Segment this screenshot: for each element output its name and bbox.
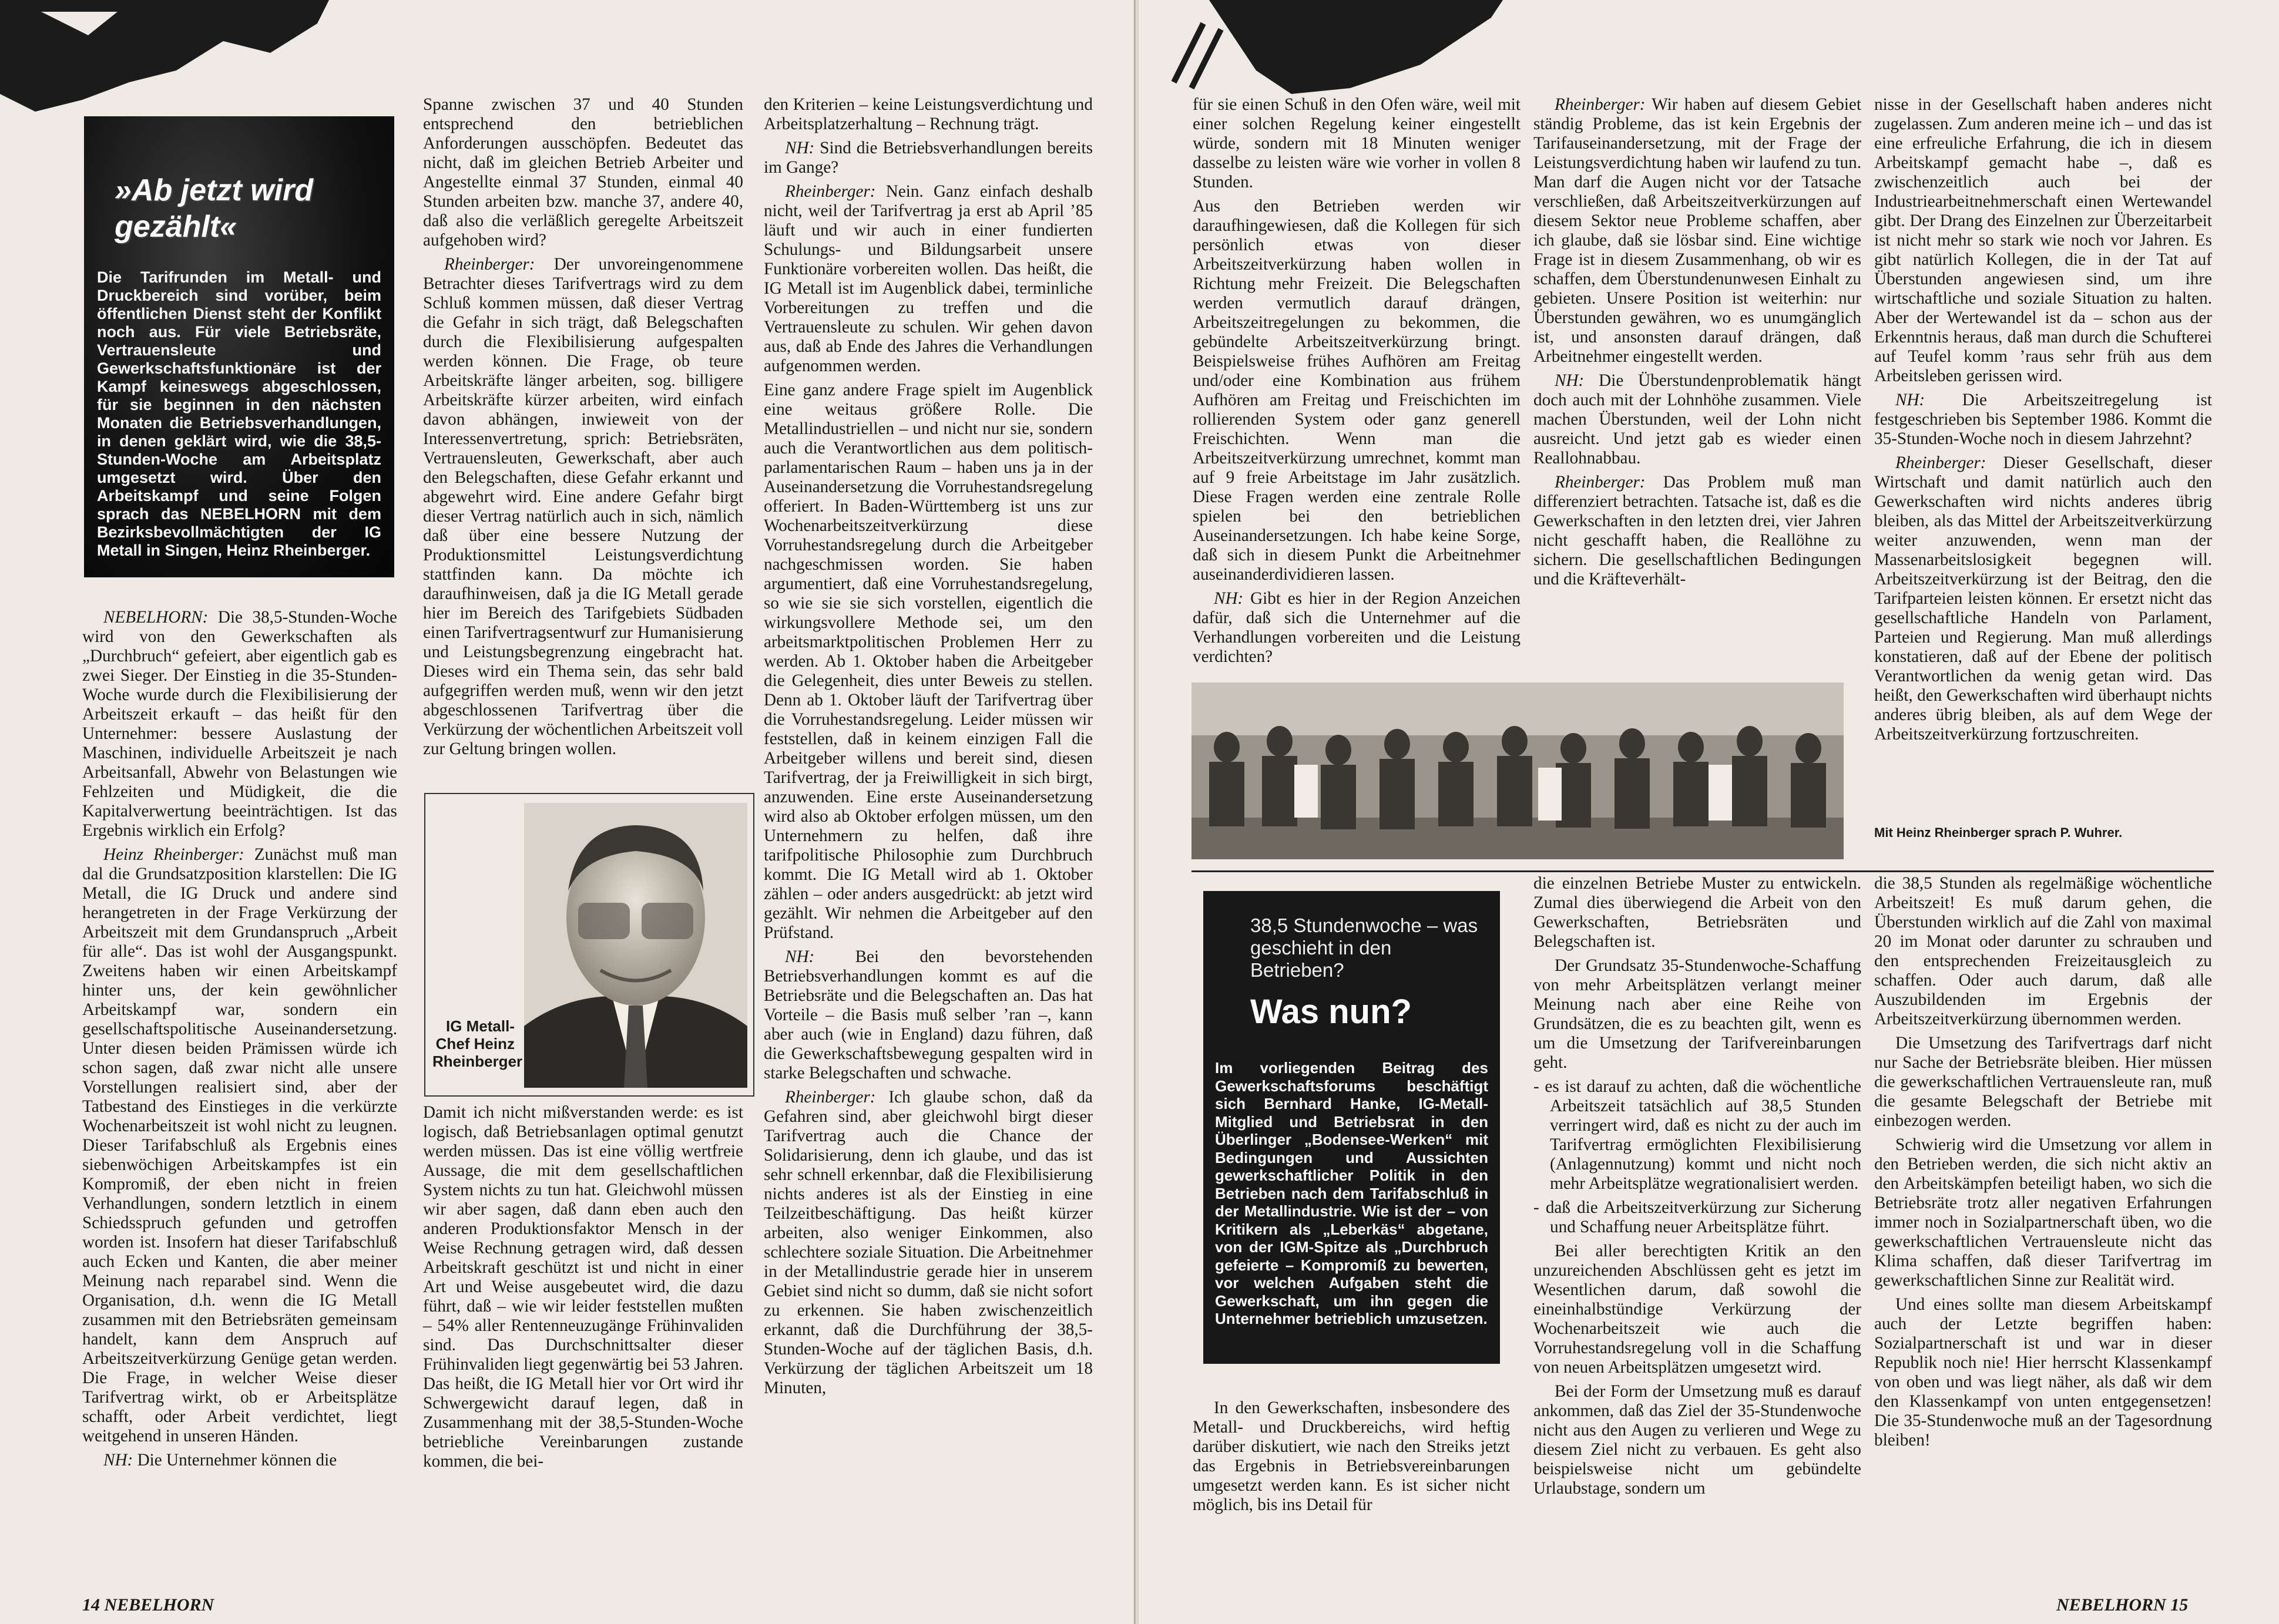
paragraph-text: Die 38,5-Stunden-Woche wird von den Gewerkschaften als „Durchbruch“ gefeiert, aber eigentlich gab es zwei Sieger. Der Einstieg in die 35-Stunden-Woche wurde durch die Flexibilisierung der Arbeitszeit erkauft – das heißt für den Unternehmer: bessere Auslastung der Maschinen, individuelle Arbeitszeit je nach Arbeitsanfall, Abwehr von Belastungen wie Fehlzeiten und Müdigkeit, die die Kapitalverwertung beeinträchtigen. Ist das Ergebnis wirklich ein Erfolg? [82, 608, 397, 840]
paragraph [1874, 391, 2212, 449]
speaker-label: Rheinberger: [444, 255, 535, 274]
paragraph-text: Wir haben auf diesem Gebiet ständig Probleme, das ist kein Ergebnis der Tarifauseinandersetzung, mit der Frage der Leistungsverdichtung haben wir laufend zu tun. Man darf die Augen nicht vor der Tatsache verschließen, daß Arbeitszeitverkürzungen auf diesem Sektor neue Probleme schaffen, aber ich glaube, daß sie lösbar sind. Eine wichtige Frage ist in diesem Zusammenhang, ob wir es schaffen, dem Überstundenunwesen Einhalt zu gebieten. Unsere Position ist weiterhin: nur Überstunden gewähren, wo es unumgänglich ist, und ansonsten darauf drängen, daß Arbeitnehmer eingestellt werden. [1533, 95, 1861, 366]
speaker-label: NH: [785, 947, 815, 966]
page-folio-left: 14 NEBELHORN [82, 1595, 214, 1615]
headline-box [84, 116, 394, 577]
forum-kicker: 38,5 Stundenwoche – was geschieht in den Betrieben? [1250, 914, 1478, 981]
speaker-label: Rheinberger: [785, 182, 876, 201]
paragraph: Der Grundsatz 35-Stundenwoche-Schaffung von mehr Arbeitsplätzen verlangt meiner Meinung nach aber eine Reihe von Grundsätzen, die es zu beachten gilt, wenn es um die Umsetzung der Tarifvereinbarungen geht. [1533, 956, 1861, 1072]
paragraph: Schwierig wird die Umsetzung vor allem in den Betrieben werden, die sich nicht aktiv an den Arbeitskämpfen beteiligt haben, wo sich die Betriebsräte trotz aller negativen Erfahrungen immer noch in Sozialpartnerschaft üben, wo die gewerkschaftlichen Vertrauensleute nicht das Klima schaffen, daß dieser Tarifvertrag im gewerkschaftlichen Sinne zur Realität wird. [1874, 1135, 2212, 1290]
right-column-b3 [1874, 874, 2212, 1455]
page-gutter [1134, 0, 1139, 1624]
speaker-label: Rheinberger: [1895, 453, 1986, 472]
paragraph-text: nisse in der Gesellschaft haben anderes nicht zugelassen. Zum anderen meine ich – und das ist eine erfreuliche Erfahrung, die ich in diesem Arbeitskampf gemacht habe –, daß es zwischenzeitlich auch bei der Industriearbeitnehmerschaft einen Wertewandel gibt. Der Drang des Einzelnen zur Überzeitarbeit ist nicht mehr so stark wie noch vor Jahren. Es gibt natürlich Kollegen, die in der Tat auf Überstunden angewiesen sind, um ihre wirtschaftliche und soziale Situation zu halten. Aber der Wertewandel ist da – schon aus der Erkenntnis heraus, daß man durch die Schufterei auf Teufel komm ’raus sehr früh aus dem Arbeitsleben gerissen wird. [1874, 95, 2212, 385]
paragraph-text: für sie einen Schuß in den Ofen wäre, weil mit einer solchen Regelung keiner eingestellt würde, sondern mit 18 Minuten weniger dasselbe zu leisten wäre wie vorher in vollen 8 Stunden. [1193, 95, 1521, 191]
right-column-2 [1533, 95, 1861, 594]
paragraph: die einzelnen Betriebe Muster zu entwickeln. Zumal dies überwiegend die Arbeit von den Gewerkschaften, Betriebsräten und Belegschaften ist. [1533, 874, 1861, 951]
article-lead: Die Tarifrunden im Metall- und Druckbereich sind vorüber, beim öffentlichen Dienst steht der Konflikt noch aus. Für viele Betriebsräte, Vertrauensleute und Gewerkschaftsfunktionäre ist der Kampf keineswegs abgeschlossen, für sie beginnen in den nächsten Monaten die Betriebsverhandlungen, in denen geklärt wird, wie die 38,5-Stunden-Woche am Arbeitsplatz umgesetzt wird. Über den Arbeitskampf und seine Folgen sprach das NEBELHORN mit dem Bezirksbevollmächtigten der IG Metall in Singen, Heinz Rheinberger. [97, 268, 381, 559]
paragraph [764, 381, 1093, 943]
paragraph [764, 95, 1093, 134]
portrait-photo-frame [424, 793, 754, 1097]
right-column-1 [1193, 95, 1521, 671]
paragraph-text: Bei den bevorstehenden Betriebsverhandlungen kommt es auf die Betriebsräte und die Belegschaften an. Das hat Vorteile – die Basis muß selber ’ran –, kann aber auch (wie in England) dazu führen, daß die Gewerkschaftsbewegung gespalten wird in starke Belegschaften und schwache. [764, 947, 1093, 1082]
speaker-label: Heinz Rheinberger: [103, 845, 244, 864]
speaker-label: Rheinberger: [1555, 95, 1646, 114]
crowd-photo [1191, 682, 1844, 859]
paragraph-text: Die Überstundenproblematik hängt doch auch mit der Lohnhöhe zusammen. Viele machen Überstunden, weil der Lohn nicht ausreicht. Und jetzt gab es wieder einen Reallohnabbau. [1533, 371, 1861, 468]
right-column-3 [1874, 95, 2212, 749]
forum-lead: Im vorliegenden Beitrag des Gewerkschaftsforums beschäftigt sich Bernhard Hanke, IG-Metall-Mitglied und Betriebsrat in den Überlinger „Bodensee-Werken“ mit Bedingungen und Aussichten gewerkschaftlicher Politik in den Betrieben nach dem Tarifabschluß in der Metallindustrie. Wie ist der – von Kritikern als „Leberkäs“ abgetane, von der IGM-Spitze als „Durchbruch gefeierte – Kompromiß zu bewerten, vor welchen Aufgaben steht die Gewerkschaft, um ihn gegen die Unternehmer betrieblich umzusetzen. [1215, 1059, 1488, 1327]
interview-credit: Mit Heinz Rheinberger sprach P. Wuhrer. [1874, 825, 2123, 840]
right-column-b2 [1533, 874, 1861, 1503]
right-page [1139, 0, 2279, 1624]
paragraph: - es ist darauf zu achten, daß die wöchentliche Arbeitszeit tatsächlich auf 38,5 Stunden verringert wird, daß es nicht zu der auch im Tarifvertrag ermöglichten Flexibilisierung (Anlagennutzung) kommt und nicht noch mehr Arbeitsplätze wegrationalisiert werden. [1533, 1077, 1861, 1193]
ink-smudge-decoration [0, 0, 329, 117]
paragraph [1533, 371, 1861, 468]
paragraph [764, 182, 1093, 376]
paragraph [423, 1103, 743, 1471]
forum-title: Was nun? [1250, 993, 1412, 1031]
paragraph [1193, 589, 1521, 667]
paragraph-text: Ich glaube schon, daß da Gefahren sind, aber gleichwohl birgt dieser Tarifvertrag auch die Chance der Solidarisierung, denn ich glaube, und das ist sehr schnell erkennbar, daß die Flexibilisierung nichts anderes ist als der Einstieg in eine Teilzeitbeschäftigung. Das heißt kürzer arbeiten, also weniger Einkommen, also schlechtere soziale Situation. Die Arbeitnehmer in der Metallindustrie gerade hier in unserem Gebiet sind nicht so dumm, daß sie nicht sofort zu erkennen. Sie haben zwischenzeitlich erkannt, daß die Durchführung der 38,5-Stunden-Woche auf der täglichen Basis, d.h. Verkürzung der täglichen Arbeitszeit um 18 Minuten, [764, 1088, 1093, 1397]
crowd-photo-image [1191, 682, 1844, 859]
right-column-b1 [1193, 1398, 1510, 1519]
paragraph-text: Spanne zwischen 37 und 40 Stunden entsprechend den betrieblichen Anforderungen ausschöpfen. Bedeutet das nicht, daß im gleichen Betrieb Arbeiter und Angestellte einmal 37 Stunden, einmal 40 Stunden arbeiten bzw. manche 37, andere 40, daß also die verläßlich geregelte Arbeitszeit aufgehoben wird? [423, 95, 743, 250]
paragraph-text: Zunächst muß man dal die Grundsatzposition klarstellen: Die IG Metall, die IG Druck und andere sind herangetreten in der Frage Verkürzung der Arbeitszeit mit dem Grundanspruch „Arbeit für alle“. Das ist wohl der Ausgangspunkt. Zweitens haben wir einen Arbeitskampf hinter uns, der kein gewöhnlicher Arbeitskampf war, sondern ein gesellschaftspolitische Auseinandersetzung. Unter diesen beiden Prämissen würde ich schon sagen, daß zwar nicht alle unsere Vorstellungen realisiert sind, aber der Tatbestand des Einstieges in die verkürzte Wochenarbeitszeit ist wohl nicht zu leugnen. Dieser Tarifabschluß als Ergebnis eines siebenwöchigen Arbeitskampfes ist ein Kompromiß, der eben nicht in freien Verhandlungen, sondern letztlich in einem Schiedsspruch gefunden und getroffen worden ist. Insofern hat dieser Tarifabschluß auch Ecken und Kanten, die aber meiner Meinung nach reparabel sind. Wenn die Organisation, d.h. wenn die IG Metall zusammen mit den Betriebsräten gemeinsam handelt, kann dem Anspruch auf Arbeitszeitverkürzung Genüge getan werden. Die Frage, in welcher Weise dieser Tarifvertrag wirkt, ob er Arbeitsplätze schafft, oder Arbeit verdichtet, liegt weitgehend in unseren Händen. [82, 845, 397, 1445]
speaker-label: NH: [1214, 589, 1244, 608]
left-column-1 [82, 608, 397, 1475]
paragraph-text: Gibt es hier in der Region Anzeichen dafür, daß sich die Unternehmer auf die Verhandlungen vorbereiten und die Leistung verdichten? [1193, 589, 1521, 666]
paragraph-text: Damit ich nicht mißverstanden werde: es ist logisch, daß Betriebsanlagen optimal genutzt werden müssen. Das ist eine völlig wertfreie Aussage, die mit dem gesellschaftlichen System nichts zu tun hat. Gleichwohl müssen wir aber sagen, daß dann eben auch den anderen Produktionsfaktor Mensch in der Weise Rechnung getragen wird, daß dessen Arbeitskraft geschützt ist und nicht in einer Art und Weise ausgebeutet wird, die dazu führt, daß – wie wir leider feststellen mußten – 54% aller Rentenneuzugänge Frühinvaliden sind. Das Durchschnittsalter dieser Frühinvaliden liegt gegenwärtig bei 53 Jahren. Das heißt, die IG Metall hier vor Ort wird ihr Schwergewicht darauf legen, daß in Zusammenhang mit der 38,5-Stunden-Woche betriebliche Vereinbarungen zustande kommen, die bei- [423, 1103, 743, 1471]
paragraph [764, 1088, 1093, 1398]
paragraph: - daß die Arbeitszeitverkürzung zur Sicherung und Schaffung neuer Arbeitsplätze führt. [1533, 1198, 1861, 1236]
article-title: »Ab jetzt wird gezählt« [115, 173, 314, 244]
speaker-label: Rheinberger: [1555, 473, 1646, 492]
paragraph [764, 947, 1093, 1083]
left-column-3 [764, 95, 1093, 1403]
paragraph-text: Sind die Betriebsverhandlungen bereits im Gange? [764, 139, 1093, 177]
paragraph [1874, 453, 2212, 744]
forum-paragraph: In den Gewerkschaften, insbesondere des Metall- und Druckbereichs, wird heftig darüber diskutiert, wie nach den Streiks jetzt das Ergebnis in Betriebsvereinbarungen umgesetzt werden kann. Es ist sicher nicht möglich, bis ins Detail für [1193, 1398, 1510, 1514]
paragraph [82, 608, 397, 840]
paragraph [423, 95, 743, 250]
paragraph [423, 255, 743, 759]
paragraph-text: Eine ganz andere Frage spielt im Augenblick eine weitaus größere Rolle. Die Metallindustriellen – und nicht nur sie, sondern auch die Verantwortlichen aus dem politisch-parlamentarischen Raum – haben uns ja in der Auseinandersetzung die Vorruhestandsregelung offeriert. In Baden-Württemberg ist uns zur Wochenarbeitszeitverkürzung diese Vorruhestandsregelung durch die Arbeitgeber nachgeschmissen worden. Sie haben argumentiert, daß eine Vorruhestandsregelung, so wie sie sie sich vorstellen, eigentlich die wirkungsvollere Methode sei, um den arbeitsmarktpolitischen Problemen Herr zu werden. Ab 1. Oktober haben die Arbeitgeber die Gelegenheit, dies unter Beweis zu stellen. Denn ab 1. Oktober läuft der Tarifvertrag über die Vorruhestandsregelung. Leider müssen wir feststellen, daß in keinem einzigen Fall die Arbeitgeber willens und bereit sind, diesen Tarifvertrag, der ja Freiwilligkeit in sich birgt, anzuwenden. Eine erste Auseinandersetzung wird also ab Oktober erfolgen müssen, um den Unternehmern zu helfen, daß ihre tarifpolitische Philosophie zum Durchbruch kommt. Die IG Metall wird ab 1. Oktober zählen – oder anders ausgedrückt: ab jetzt wird gezählt. Wir nehmen die Arbeitgeber auf den Prüfstand. [764, 381, 1093, 942]
paragraph [1874, 95, 2212, 386]
speaker-label: NH: [785, 139, 815, 157]
speaker-label: NEBELHORN: [103, 608, 209, 627]
speaker-label: NH: [1895, 391, 1925, 409]
paragraph: Und eines sollte man diesem Arbeitskampf auch der Letzte begriffen haben: Sozialpartnerschaft ist und war in dieser Republik noch nie! Hier herrscht Klassenkampf von oben und was liegt näher, als daß wir dem den Klassenkampf von unten entgegensetzen! Die 35-Stundenwoche muß an der Tagesordnung bleiben! [1874, 1295, 2212, 1450]
section-divider [1191, 870, 2214, 872]
paragraph [1533, 473, 1861, 589]
left-column-2-continued [423, 1103, 743, 1476]
paragraph-text: Dieser Gesellschaft, dieser Wirtschaft und damit natürlich auch den Gewerkschaften wird nichts anderes übrig bleiben, als das Mittel der Arbeitszeitverkürzung weiter anzuwenden, wenn man der Massenarbeitslosigkeit begegnen will. Arbeitszeitverkürzung ist der Beitrag, den die Tarifparteien leisten können. Er ersetzt nicht das gesellschaftliche Handeln von Parlament, Parteien und Regierung. Man muß allerdings konstatieren, daß auf der Ebene der politisch Verantwortlichen da wenig getan wird. Das heißt, den Gewerkschaften wird überhaupt nichts anderes übrig bleiben, als auf dem Wege der Arbeitszeitverkürzung fortzuschreiten. [1874, 453, 2212, 744]
paragraph-text: Nein. Ganz einfach deshalb nicht, weil der Tarifvertrag ja erst ab April ’85 läuft und wir auch in einer fundierten Schulungs- und Bildungsarbeit unsere Funktionäre vorbereiten wollen. Das heißt, die IG Metall ist im Augenblick dabei, terminliche Vorbereitungen zu treffen und die Vertrauensleute zu schulen. Wir gehen davon aus, daß ab Ende des Jahres die Verhandlungen aufgenommen werden. [764, 182, 1093, 375]
paragraph-text: Der unvoreingenommene Betrachter dieses Tarifvertrags wird zu dem Schluß kommen müssen, daß dieser Vertrag die Gefahr in sich trägt, daß Belegschaften durch die Flexibilisierung aufgespalten werden können. Die Frage, ob teure Arbeitskräfte länger arbeiten, sog. billigere Arbeitskräfte kürzer arbeiten, wird einfach davon abhängen, inwieweit von der Interessenvertretung, sprich: Betriebsräten, Vertrauensleuten, Gewerkschaft, aber auch den Belegschaften, diese Gefahr erkannt und abgewehrt wird. Eine andere Gefahr birgt dieser Vertrag natürlich auch in sich, nämlich daß über eine bessere Nutzung der Produktionsmittel Leistungsverdichtung stattfinden kann. Da möchte ich daraufhinweisen, daß ja die IG Metall gerade hier im Bereich des Tarifgebiets Südbaden einen Tarifvertragsentwurf zur Humanisierung und Leistungsbegrenzung eingebracht hat. Dieses wird ein Thema sein, das sehr bald aufgegriffen werden muß, wenn wir den jetzt abgeschlossenen Tarifvertrag über die Verkürzung der wöchentlichen Arbeitszeit voll zur Geltung bringen wollen. [423, 255, 743, 758]
paragraph: Bei der Form der Umsetzung muß es darauf ankommen, daß das Ziel der 35-Stundenwoche nicht aus den Augen zu verlieren und Wege zu diesem Ziel nicht zu verbauen. Es geht also beispielsweise nicht um gebündelte Urlaubstage, sondern um [1533, 1382, 1861, 1498]
forum-box [1203, 891, 1500, 1364]
paragraph [82, 845, 397, 1446]
paragraph-text: Aus den Betrieben werden wir daraufhingewiesen, daß die Kollegen für sich persönlich etwas von dieser Arbeitszeitverkürzung haben wollen in Richtung mehr Freizeit. Die Belegschaften werden vermutlich darauf drängen, Arbeitszeitregelungen zu bekommen, die gebündelte Arbeitszeitverkürzung bringt. Beispielsweise frühes Aufhören am Freitag und/oder eine Kombination aus frühem Aufhören am Freitag und Freischichten im rollierenden System oder ganz generell Freischichten. Wenn man die Arbeitszeitverkürzung umrechnet, kommt man auf 9 freie Arbeitstage im Jahr zusätzlich. Diese Fragen werden eine zentrale Rolle spielen bei den betrieblichen Auseinandersetzungen. Ich habe keine Sorge, daß sich in diesem Punkt die Arbeitnehmer auseinanderdividieren lassen. [1193, 197, 1521, 584]
left-column-2 [423, 95, 743, 764]
photo-caption: IG Metall-Chef Heinz Rheinberger [432, 1017, 523, 1070]
portrait-photo [524, 803, 747, 1088]
speaker-label: NH: [1555, 371, 1585, 390]
speaker-label: Rheinberger: [785, 1088, 876, 1107]
paragraph-text: den Kriterien – keine Leistungsverdichtung und Arbeitsplatzerhaltung – Rechnung trägt. [764, 95, 1093, 133]
paragraph: die 38,5 Stunden als regelmäßige wöchentliche Arbeitszeit! Es muß darum gehen, die Überstunden wirklich auf die Zahl von maximal 20 im Monat oder darunter zu schrauben und den entsprechenden Freizeitausgleich zu schaffen. Oder auch darum, daß alle Auszubildenden im Ergebnis der Arbeitszeitverkürzung übernommen werden. [1874, 874, 2212, 1028]
paragraph-text: Das Problem muß man differenziert betrachten. Tatsache ist, daß es die Gewerkschaften in den letzten drei, vier Jahren nicht geschafft haben, die Reallöhne zu sichern. Die gesellschaftlichen Bedingungen und die Kräfteverhält- [1533, 473, 1861, 589]
paragraph [82, 1451, 397, 1470]
paragraph: Die Umsetzung des Tarifvertrags darf nicht nur Sache der Betriebsräte bleiben. Hier müssen die gewerkschaftlichen Vertrauensleute ran, muß die gesamte Belegschaft der Betriebe mit einbezogen werden. [1874, 1034, 2212, 1130]
paragraph-text: Die Arbeitszeitregelung ist festgeschrieben bis September 1986. Kommt die 35-Stunden-Woche noch in diesem Jahrzehnt? [1874, 391, 2212, 448]
paragraph: Bei aller berechtigten Kritik an den unzureichenden Abschlüssen geht es jetzt im Wesentlichen darum, daß sowohl die eineinhalbstündige Verkürzung der Wochenarbeitszeit wie auch die Vorruhestandsregelung voll in die Schaffung von neuen Arbeitsplätzen umgesetzt wird. [1533, 1242, 1861, 1377]
paragraph-text: Die Unternehmer können die [133, 1451, 337, 1470]
page-folio-right: NEBELHORN 15 [2056, 1595, 2189, 1615]
ink-smudge-decoration [1139, 0, 1503, 100]
paragraph [764, 139, 1093, 177]
paragraph [1533, 95, 1861, 367]
speaker-label: NH: [103, 1451, 133, 1470]
paragraph [1193, 95, 1521, 192]
paragraph [1193, 197, 1521, 584]
left-page [0, 0, 1134, 1624]
